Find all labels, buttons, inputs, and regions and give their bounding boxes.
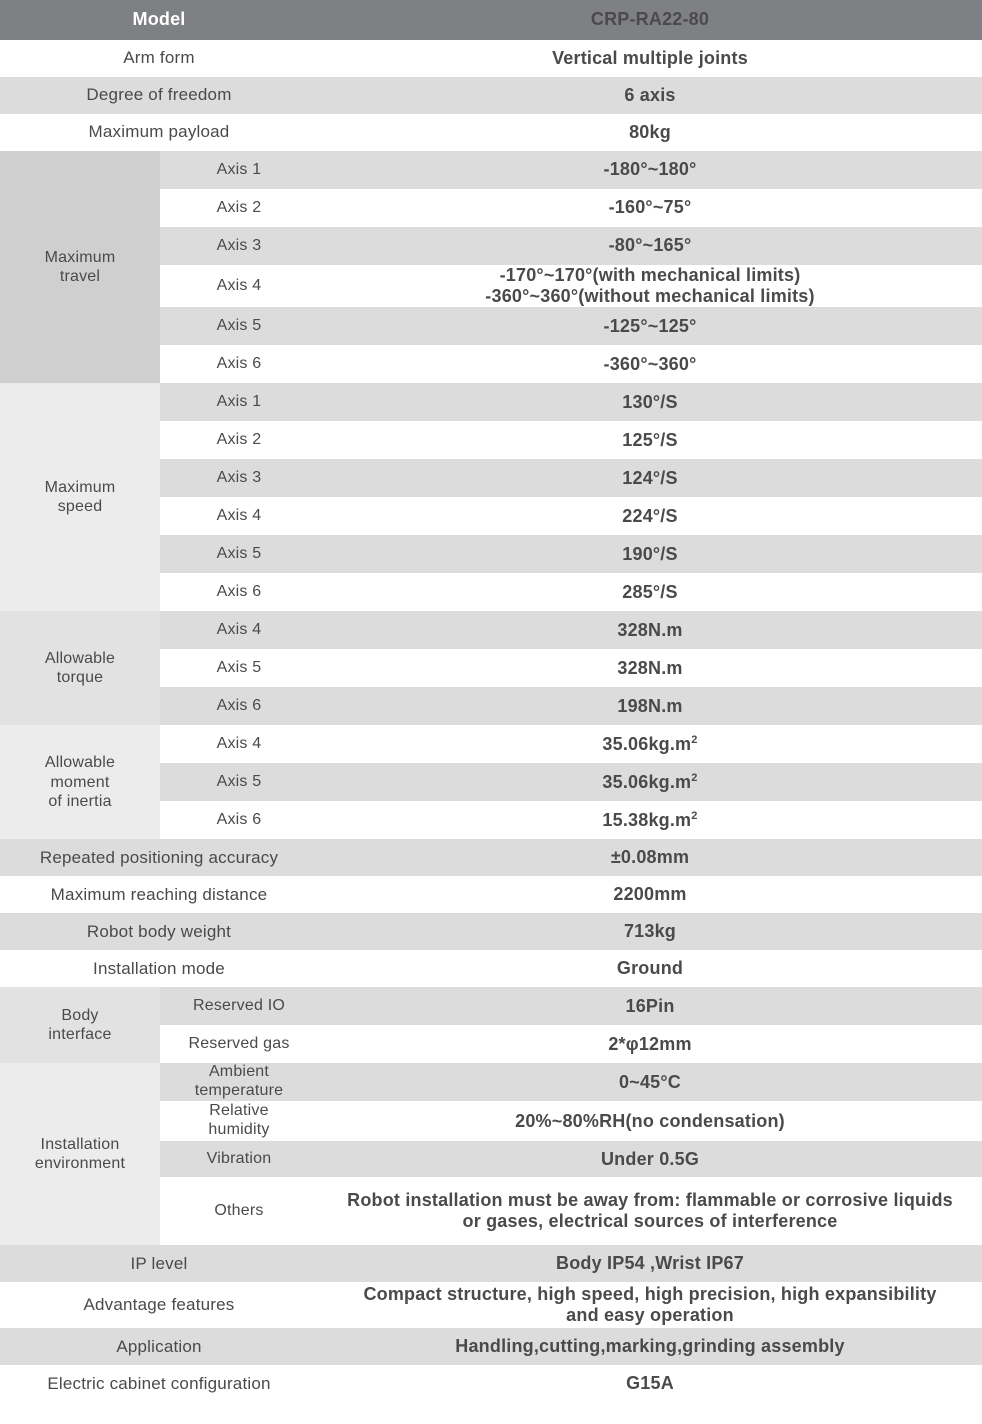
sub-label-axis6: Axis 6 <box>160 801 318 839</box>
table-row <box>0 40 982 77</box>
sub-label-axis5: Axis 5 <box>160 649 318 687</box>
row-label-maximum-payload: Maximum payload <box>0 114 318 151</box>
value-relative-humidity: 20%~80%RH(no condensation) <box>318 1101 982 1141</box>
group-label-text-line2: speed <box>57 498 103 516</box>
table-row <box>0 114 982 151</box>
sub-label-axis5: Axis 5 <box>160 763 318 801</box>
group-label-text-line2: travel <box>59 268 101 286</box>
sub-label-others: Others <box>160 1177 318 1245</box>
value-speed-axis3: 124°/S <box>318 459 982 497</box>
sub-label-axis1: Axis 1 <box>160 383 318 421</box>
sub-label-ambient-temperature: Ambient temperature <box>160 1063 318 1101</box>
table-row <box>0 876 982 913</box>
value-speed-axis6: 285°/S <box>318 573 982 611</box>
value-inertia-axis5 <box>318 763 982 801</box>
value-speed-axis5: 190°/S <box>318 535 982 573</box>
sub-label-axis2: Axis 2 <box>160 189 318 227</box>
group-label-allowable-moment-of-inertia <box>0 725 160 839</box>
row-value-maximum-reaching-distance: 2200mm <box>318 876 982 913</box>
table-header-row <box>0 0 982 40</box>
value-inertia-axis6-base: 15.38kg.m <box>602 809 692 830</box>
value-reserved-gas: 2*φ12mm <box>318 1025 982 1063</box>
row-label-installation-mode: Installation mode <box>0 950 318 987</box>
value-vibration: Under 0.5G <box>318 1141 982 1177</box>
sub-label-axis3: Axis 3 <box>160 459 318 497</box>
value-inertia-axis4-sup: 2 <box>691 733 698 746</box>
row-value-robot-body-weight: 713kg <box>318 913 982 950</box>
sub-label-relative-humidity: Relative humidity <box>160 1101 318 1141</box>
table-row <box>0 383 982 421</box>
table-row <box>0 1282 982 1328</box>
row-value-electric-cabinet-configuration: G15A <box>318 1365 982 1402</box>
group-label-text-line1: Installation <box>40 1135 120 1153</box>
group-label-body-interface <box>0 987 160 1063</box>
sub-label-axis4: Axis 4 <box>160 725 318 763</box>
sub-label-axis6: Axis 6 <box>160 687 318 725</box>
row-label-arm-form: Arm form <box>0 40 318 77</box>
group-label-installation-environment <box>0 1063 160 1245</box>
value-torque-axis5: 328N.m <box>318 649 982 687</box>
table-row <box>0 950 982 987</box>
row-value-ip-level: Body IP54 ,Wrist IP67 <box>318 1245 982 1282</box>
table-row <box>0 1328 982 1365</box>
row-label-robot-body-weight: Robot body weight <box>0 913 318 950</box>
sub-label-axis3: Axis 3 <box>160 227 318 265</box>
value-travel-axis4 <box>318 265 982 307</box>
group-label-text-line1: Maximum <box>44 248 116 266</box>
row-value-application: Handling,cutting,marking,grinding assembly <box>318 1328 982 1365</box>
table-row <box>0 839 982 876</box>
group-label-maximum-travel <box>0 151 160 383</box>
value-travel-axis1: -180°~180° <box>318 151 982 189</box>
value-inertia-axis6 <box>318 801 982 839</box>
row-value-arm-form: Vertical multiple joints <box>318 40 982 77</box>
group-label-text-line2: moment <box>50 773 110 791</box>
value-torque-axis4: 328N.m <box>318 611 982 649</box>
group-label-text-line1: Allowable <box>44 649 116 667</box>
row-label-ip-level: IP level <box>0 1245 318 1282</box>
group-label-allowable-torque <box>0 611 160 725</box>
group-label-text-line1: Maximum <box>44 478 116 496</box>
value-inertia-axis5-sup: 2 <box>691 771 698 784</box>
value-travel-axis3: -80°~165° <box>318 227 982 265</box>
table-row <box>0 1245 982 1282</box>
value-travel-axis4-line2: -360°~360°(without mechanical limits) <box>485 286 815 307</box>
group-label-text-line3: of inertia <box>48 793 112 811</box>
sub-label-axis1: Axis 1 <box>160 151 318 189</box>
sub-label-axis4: Axis 4 <box>160 611 318 649</box>
sub-label-axis5: Axis 5 <box>160 535 318 573</box>
table-row <box>0 1063 982 1101</box>
group-label-text-line2: torque <box>56 669 104 687</box>
sub-label-axis6: Axis 6 <box>160 345 318 383</box>
value-travel-axis5: -125°~125° <box>318 307 982 345</box>
sub-label-axis2: Axis 2 <box>160 421 318 459</box>
value-travel-axis2: -160°~75° <box>318 189 982 227</box>
value-speed-axis4: 224°/S <box>318 497 982 535</box>
row-value-repeated-positioning-accuracy: ±0.08mm <box>318 839 982 876</box>
value-inertia-axis5-base: 35.06kg.m <box>602 771 692 792</box>
group-label-maximum-speed <box>0 383 160 611</box>
value-inertia-axis4 <box>318 725 982 763</box>
sub-label-reserved-gas: Reserved gas <box>160 1025 318 1063</box>
table-row <box>0 987 982 1025</box>
row-value-degree-of-freedom: 6 axis <box>318 77 982 114</box>
sub-label-axis6: Axis 6 <box>160 573 318 611</box>
table-row <box>0 611 982 649</box>
sub-label-vibration: Vibration <box>160 1141 318 1177</box>
value-reserved-io: 16Pin <box>318 987 982 1025</box>
row-value-advantage-features: Compact structure, high speed, high precision, high expansibility and easy operation <box>318 1282 982 1328</box>
group-label-text-line2: environment <box>34 1155 126 1173</box>
row-label-advantage-features: Advantage features <box>0 1282 318 1328</box>
row-value-maximum-payload: 80kg <box>318 114 982 151</box>
table-row <box>0 151 982 189</box>
row-label-degree-of-freedom: Degree of freedom <box>0 77 318 114</box>
value-travel-axis4-line1: -170°~170°(with mechanical limits) <box>499 265 801 285</box>
table-row <box>0 1365 982 1402</box>
value-others: Robot installation must be away from: flammable or corrosive liquids or gases, electrical sources of interference <box>318 1177 982 1245</box>
row-label-electric-cabinet-configuration: Electric cabinet configuration <box>0 1365 318 1402</box>
sub-label-axis4: Axis 4 <box>160 265 318 307</box>
header-model-label: Model <box>0 0 318 40</box>
table-row <box>0 913 982 950</box>
value-speed-axis1: 130°/S <box>318 383 982 421</box>
group-label-text-line1: Body <box>61 1006 99 1024</box>
table-row <box>0 725 982 763</box>
value-speed-axis2: 125°/S <box>318 421 982 459</box>
value-torque-axis6: 198N.m <box>318 687 982 725</box>
row-label-repeated-positioning-accuracy: Repeated positioning accuracy <box>0 839 318 876</box>
row-label-maximum-reaching-distance: Maximum reaching distance <box>0 876 318 913</box>
value-inertia-axis6-sup: 2 <box>691 809 698 822</box>
header-model-value: CRP-RA22-80 <box>318 0 982 40</box>
row-label-application: Application <box>0 1328 318 1365</box>
value-travel-axis6: -360°~360° <box>318 345 982 383</box>
sub-label-axis5: Axis 5 <box>160 307 318 345</box>
value-inertia-axis4-base: 35.06kg.m <box>602 733 692 754</box>
row-value-installation-mode: Ground <box>318 950 982 987</box>
group-label-text-line1: Allowable <box>44 754 116 772</box>
group-label-text-line2: interface <box>48 1026 112 1044</box>
sub-label-reserved-io: Reserved IO <box>160 987 318 1025</box>
value-ambient-temperature: 0~45°C <box>318 1063 982 1101</box>
sub-label-axis4: Axis 4 <box>160 497 318 535</box>
table-row <box>0 77 982 114</box>
